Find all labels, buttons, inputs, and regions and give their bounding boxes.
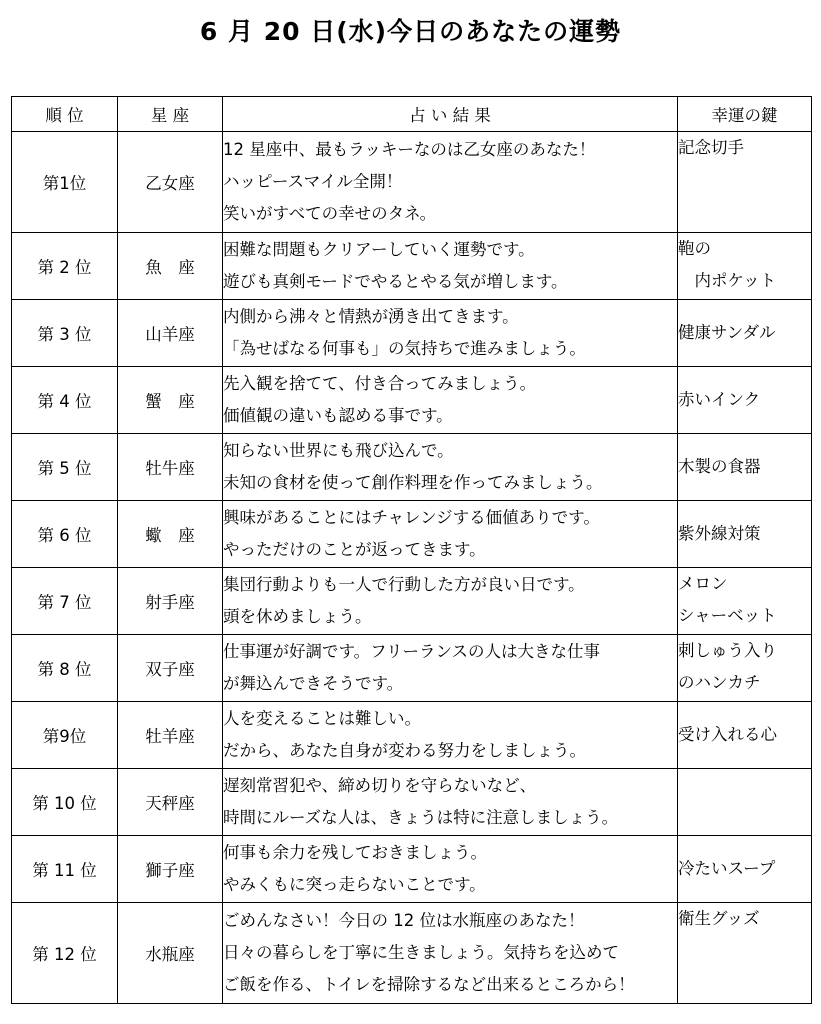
result-line: だから、あなた自身が変わる努力をしましょう。 bbox=[223, 741, 586, 760]
result-line: 先入観を捨てて、付き合ってみましょう。 bbox=[223, 374, 537, 393]
result-line: 「為せばなる何事も」の気持ちで進みましょう。 bbox=[223, 339, 586, 358]
lucky-key-cell bbox=[678, 501, 812, 568]
result-line: 困難な問題もクリアーしていく運勢です。 bbox=[223, 240, 535, 259]
fortune-table bbox=[11, 96, 812, 1004]
sign-cell: 獅子座 bbox=[118, 836, 223, 903]
lucky-key-cell bbox=[678, 903, 812, 1004]
sign-cell: 蠍 座 bbox=[118, 501, 223, 568]
table-row bbox=[12, 635, 812, 702]
rank-cell: 第 6 位 bbox=[12, 501, 118, 568]
lucky-key-cell bbox=[678, 702, 812, 769]
table-row bbox=[12, 501, 812, 568]
sign-cell: 双子座 bbox=[118, 635, 223, 702]
rank-cell: 第 5 位 bbox=[12, 434, 118, 501]
table-row bbox=[12, 233, 812, 300]
result-cell bbox=[223, 233, 678, 300]
lucky-key-line: 内ポケット bbox=[678, 271, 777, 290]
table-row bbox=[12, 769, 812, 836]
lucky-key-cell bbox=[678, 233, 812, 300]
result-line: 知らない世界にも飛び込んで。 bbox=[223, 441, 454, 460]
sign-cell: 天秤座 bbox=[118, 769, 223, 836]
lucky-key-cell bbox=[678, 836, 812, 903]
result-line: 価値観の違いも認める事です。 bbox=[223, 406, 453, 425]
rank-cell: 第9位 bbox=[12, 702, 118, 769]
table-row bbox=[12, 434, 812, 501]
lucky-key-line: 鞄の bbox=[678, 239, 711, 258]
sign-cell: 蟹 座 bbox=[118, 367, 223, 434]
table-row bbox=[12, 132, 812, 233]
lucky-key-line: 受け入れる心 bbox=[678, 725, 777, 744]
sign-cell: 乙女座 bbox=[118, 132, 223, 233]
table-row bbox=[12, 300, 812, 367]
lucky-key-cell bbox=[678, 568, 812, 635]
header-rank: 順 位 bbox=[12, 97, 118, 132]
sign-cell: 牡羊座 bbox=[118, 702, 223, 769]
result-cell bbox=[223, 769, 678, 836]
result-line: やみくもに突っ走らないことです。 bbox=[223, 875, 486, 894]
lucky-key-line: 冷たいスープ bbox=[678, 859, 776, 878]
table-row bbox=[12, 702, 812, 769]
result-line: 仕事運が好調です。フリーランスの人は大きな仕事 bbox=[223, 642, 601, 661]
result-cell bbox=[223, 903, 678, 1004]
lucky-key-line: 紫外線対策 bbox=[678, 524, 761, 543]
result-line: 興味があることにはチャレンジする価値ありです。 bbox=[223, 508, 600, 527]
lucky-key-line: 刺しゅう入り bbox=[678, 641, 777, 660]
result-line: 内側から沸々と情熱が湧き出てきます。 bbox=[223, 307, 519, 326]
lucky-key-cell bbox=[678, 434, 812, 501]
lucky-key-cell bbox=[678, 300, 812, 367]
lucky-key-line: 記念切手 bbox=[678, 138, 744, 157]
result-cell bbox=[223, 568, 678, 635]
rank-cell: 第 4 位 bbox=[12, 367, 118, 434]
result-line: 頭を休めましょう。 bbox=[223, 607, 372, 626]
result-line: が舞込んできそうです。 bbox=[223, 674, 404, 693]
result-line: 12 星座中、最もラッキーなのは乙女座のあなた！ bbox=[223, 140, 596, 159]
result-line: ハッピースマイル全開！ bbox=[223, 172, 403, 191]
fortune-rows bbox=[12, 132, 812, 1004]
result-line: 笑いがすべての幸せのタネ。 bbox=[223, 204, 437, 223]
sign-cell: 牡牛座 bbox=[118, 434, 223, 501]
result-cell bbox=[223, 836, 678, 903]
result-cell bbox=[223, 434, 678, 501]
sign-cell: 魚 座 bbox=[118, 233, 223, 300]
table-row bbox=[12, 836, 812, 903]
rank-cell: 第 8 位 bbox=[12, 635, 118, 702]
result-line: 日々の暮らしを丁寧に生きましょう。気持ちを込めて bbox=[223, 943, 619, 962]
result-cell bbox=[223, 367, 678, 434]
result-line: ご飯を作る、トイレを掃除するなど出来るところから！ bbox=[223, 975, 635, 994]
lucky-key-cell bbox=[678, 635, 812, 702]
result-cell bbox=[223, 132, 678, 233]
result-line: 遅刻常習犯や、締め切りを守らないなど、 bbox=[223, 776, 537, 795]
lucky-key-cell bbox=[678, 367, 812, 434]
table-header-row bbox=[12, 97, 812, 132]
sign-cell: 山羊座 bbox=[118, 300, 223, 367]
rank-cell: 第 11 位 bbox=[12, 836, 118, 903]
lucky-key-line: メロン bbox=[678, 574, 728, 593]
result-line: ごめんなさい！今日の 12 位は水瓶座のあなた！ bbox=[223, 911, 585, 930]
lucky-key-cell bbox=[678, 769, 812, 836]
rank-cell: 第 7 位 bbox=[12, 568, 118, 635]
table-row bbox=[12, 367, 812, 434]
result-line: やっただけのことが返ってきます。 bbox=[223, 540, 486, 559]
rank-cell: 第 12 位 bbox=[12, 903, 118, 1004]
rank-cell: 第 3 位 bbox=[12, 300, 118, 367]
result-line: 集団行動よりも一人で行動した方が良い日です。 bbox=[223, 575, 585, 594]
rank-cell: 第1位 bbox=[12, 132, 118, 233]
result-cell bbox=[223, 501, 678, 568]
result-line: 人を変えることは難しい。 bbox=[223, 709, 421, 728]
lucky-key-line: 木製の食器 bbox=[678, 457, 761, 476]
result-cell bbox=[223, 702, 678, 769]
result-line: 何事も余力を残しておきましょう。 bbox=[223, 843, 487, 862]
lucky-key-line: 赤いインク bbox=[678, 390, 761, 409]
header-result: 占 い 結 果 bbox=[223, 97, 678, 132]
sign-cell: 射手座 bbox=[118, 568, 223, 635]
lucky-key-cell bbox=[678, 132, 812, 233]
lucky-key-line: シャーベット bbox=[678, 606, 777, 625]
result-cell bbox=[223, 635, 678, 702]
result-line: 遊びも真剣モードでやるとやる気が増します。 bbox=[223, 272, 568, 291]
sign-cell: 水瓶座 bbox=[118, 903, 223, 1004]
lucky-key-line: のハンカチ bbox=[678, 673, 761, 692]
header-lucky-key: 幸運の鍵 bbox=[678, 97, 812, 132]
rank-cell: 第 2 位 bbox=[12, 233, 118, 300]
rank-cell: 第 10 位 bbox=[12, 769, 118, 836]
lucky-key-line: 健康サンダル bbox=[678, 323, 776, 342]
result-line: 時間にルーズな人は、きょうは特に注意しましょう。 bbox=[223, 808, 619, 827]
page-title: 6 月 20 日(水)今日のあなたの運勢 bbox=[199, 17, 622, 46]
lucky-key-line: 衛生グッズ bbox=[678, 909, 760, 928]
table-row bbox=[12, 568, 812, 635]
result-cell bbox=[223, 300, 678, 367]
table-row bbox=[12, 903, 812, 1004]
header-sign: 星 座 bbox=[118, 97, 223, 132]
result-line: 未知の食材を使って創作料理を作ってみましょう。 bbox=[223, 473, 603, 492]
